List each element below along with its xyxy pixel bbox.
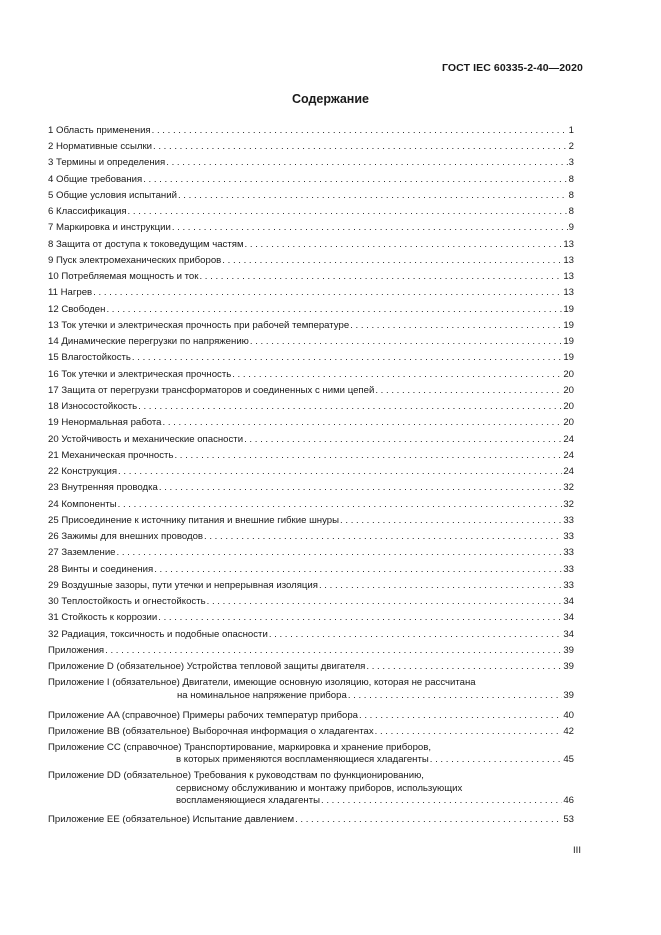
toc-leader-dots xyxy=(295,814,562,825)
toc-entry-page: 8 xyxy=(568,173,574,185)
toc-entry[interactable] xyxy=(48,543,574,559)
toc-leader-dots xyxy=(204,531,562,542)
toc-leader-dots xyxy=(222,255,562,266)
toc-entry[interactable] xyxy=(48,413,574,429)
toc-entry-label-line1: Приложение I (обязательное) Двигатели, имеющие основную изоляцию, которая не рассчитана xyxy=(48,677,476,689)
toc-leader-dots xyxy=(172,222,568,233)
toc-leader-dots xyxy=(245,239,563,250)
toc-entry-page: 33 xyxy=(563,563,574,575)
toc-entry-page: 13 xyxy=(563,254,574,266)
toc-entry-label: Приложение EE (обязательное) Испытание давлением xyxy=(48,814,295,826)
toc-entry[interactable] xyxy=(48,250,574,266)
toc-entry-label: 15 Влагостойкость xyxy=(48,352,131,364)
table-of-contents xyxy=(48,120,574,826)
toc-entry-page: 2 xyxy=(568,141,574,153)
toc-entry-page: 32 xyxy=(563,498,574,510)
toc-entry-appendix-i[interactable] xyxy=(48,676,574,701)
toc-leader-dots xyxy=(93,287,562,298)
toc-leader-dots xyxy=(244,434,562,445)
toc-entry-page: 45 xyxy=(563,753,574,765)
toc-entry[interactable] xyxy=(48,656,574,672)
toc-second-list xyxy=(48,705,574,738)
toc-entry-page: 34 xyxy=(563,596,574,608)
toc-entry[interactable] xyxy=(48,721,574,737)
toc-entry[interactable] xyxy=(48,266,574,282)
toc-entry[interactable] xyxy=(48,461,574,477)
toc-leader-dots xyxy=(375,385,562,396)
toc-entry-page: 42 xyxy=(563,726,574,738)
toc-entry-page: 53 xyxy=(563,814,574,826)
toc-entry[interactable] xyxy=(48,640,574,656)
toc-entry-label: 8 Защита от доступа к токоведущим частям xyxy=(48,238,244,250)
toc-entry-label: 17 Защита от перегрузки трансформаторов и соединенных с ними цепей xyxy=(48,384,375,396)
toc-entry[interactable] xyxy=(48,478,574,494)
toc-entry-label: 23 Внутренняя проводка xyxy=(48,482,158,494)
toc-entry-page: 20 xyxy=(563,417,574,429)
toc-entry[interactable] xyxy=(48,445,574,461)
toc-entry-label: 31 Стойкость к коррозии xyxy=(48,612,158,624)
toc-entry-page: 19 xyxy=(563,319,574,331)
toc-entry-label: 5 Общие условия испытаний xyxy=(48,189,177,201)
toc-entry-label-line1: Приложение DD (обязательное) Требования к руководствам по функционированию, xyxy=(48,770,424,782)
toc-leader-dots xyxy=(118,466,562,477)
toc-entry-label-line1: Приложение CC (справочное) Транспортирование, маркировка и хранение приборов, xyxy=(48,741,432,753)
toc-entry-appendix-dd[interactable] xyxy=(48,769,574,806)
toc-entry[interactable] xyxy=(48,169,574,185)
toc-entry-page: 9 xyxy=(568,222,574,234)
toc-entry[interactable] xyxy=(48,575,574,591)
toc-leader-dots xyxy=(319,580,562,591)
toc-leader-dots xyxy=(128,206,568,217)
toc-entry[interactable] xyxy=(48,705,574,721)
toc-entry-page: 39 xyxy=(563,644,574,656)
toc-entry-page: 40 xyxy=(563,709,574,721)
toc-entry-label: Приложение D (обязательное) Устройства тепловой защиты двигателя xyxy=(48,661,366,673)
toc-entry-label-line3: воспламеняющиеся хладагенты xyxy=(176,795,320,807)
toc-entry-page: 13 xyxy=(563,287,574,299)
toc-leader-dots xyxy=(174,450,562,461)
toc-entry-page: 24 xyxy=(563,466,574,478)
toc-entry-page: 8 xyxy=(568,189,574,201)
toc-entry-label: 3 Термины и определения xyxy=(48,157,166,169)
toc-entry-page: 33 xyxy=(563,547,574,559)
toc-leader-dots xyxy=(350,320,562,331)
document-id: ГОСТ IEC 60335-2-40—2020 xyxy=(441,62,583,74)
toc-leader-dots xyxy=(153,141,568,152)
toc-entry-page: 39 xyxy=(563,689,574,701)
toc-entry-label: 32 Радиация, токсичность и подобные опасности xyxy=(48,628,268,640)
page-title: Содержание xyxy=(291,92,369,106)
toc-leader-dots xyxy=(143,174,567,185)
toc-entry-label: 14 Динамические перегрузки по напряжению xyxy=(48,336,249,348)
toc-entry-label: 22 Конструкция xyxy=(48,466,118,478)
toc-leader-dots xyxy=(348,690,563,701)
toc-entry-page: 20 xyxy=(563,401,574,413)
toc-leader-dots xyxy=(250,336,562,347)
toc-entry-label: 6 Классификация xyxy=(48,206,127,218)
toc-leader-dots xyxy=(321,795,562,806)
toc-entry-label: 21 Механическая прочность xyxy=(48,449,174,461)
toc-entry[interactable] xyxy=(48,624,574,640)
toc-leader-dots xyxy=(199,271,562,282)
toc-leader-dots xyxy=(138,401,562,412)
toc-entry-label: 28 Винты и соединения xyxy=(48,563,154,575)
toc-entry[interactable] xyxy=(48,153,574,169)
toc-entry-label: 25 Присоединение к источнику питания и внешние гибкие шнуры xyxy=(48,514,340,526)
toc-entry-appendix-cc[interactable] xyxy=(48,741,574,766)
toc-entry-page: 33 xyxy=(563,531,574,543)
toc-entry-label-line2: в которых применяются воспламеняющиеся хладагенты xyxy=(176,753,429,765)
toc-leader-dots xyxy=(375,726,563,737)
toc-leader-dots xyxy=(159,482,562,493)
toc-entry-page: 20 xyxy=(563,384,574,396)
toc-entry-page: 20 xyxy=(563,368,574,380)
toc-entry-page: 33 xyxy=(563,514,574,526)
toc-entry-label: 20 Устойчивость и механические опасности xyxy=(48,433,244,445)
toc-leader-dots xyxy=(166,157,567,168)
toc-entry-label: 24 Компоненты xyxy=(48,498,117,510)
toc-entry-label: 13 Ток утечки и электрическая прочность при рабочей температуре xyxy=(48,319,350,331)
toc-entry[interactable] xyxy=(48,185,574,201)
toc-entry-page: 34 xyxy=(563,612,574,624)
toc-entry-page: 24 xyxy=(563,449,574,461)
page-number: III xyxy=(573,845,581,856)
toc-leader-dots xyxy=(106,304,562,315)
toc-entry-label: 26 Зажимы для внешних проводов xyxy=(48,531,204,543)
toc-entry[interactable] xyxy=(48,608,574,624)
toc-entry[interactable] xyxy=(48,348,574,364)
toc-leader-dots xyxy=(152,125,568,136)
toc-entry[interactable] xyxy=(48,218,574,234)
toc-entry[interactable] xyxy=(48,364,574,380)
toc-entry[interactable] xyxy=(48,526,574,542)
toc-entry-label: 18 Износостойкость xyxy=(48,401,138,413)
toc-entry-label: Приложение BB (обязательное) Выборочная информация о хладагентах xyxy=(48,726,374,738)
toc-entry[interactable] xyxy=(48,429,574,445)
toc-entry[interactable] xyxy=(48,510,574,526)
toc-entry-label: 16 Ток утечки и электрическая прочность xyxy=(48,368,232,380)
toc-entry-page: 32 xyxy=(563,482,574,494)
toc-entry-label: 11 Нагрев xyxy=(48,287,93,299)
toc-entry-page: 33 xyxy=(563,579,574,591)
toc-leader-dots xyxy=(105,645,562,656)
toc-entry[interactable] xyxy=(48,120,574,136)
toc-entry-page: 8 xyxy=(568,206,574,218)
toc-entry-page: 13 xyxy=(563,271,574,283)
toc-entry-label-line2: на номинальное напряжение прибора xyxy=(177,689,347,701)
toc-leader-dots xyxy=(232,369,562,380)
toc-entry[interactable] xyxy=(48,331,574,347)
toc-entry-page: 24 xyxy=(563,433,574,445)
toc-entry-page: 1 xyxy=(568,124,574,136)
toc-entry-label: 10 Потребляемая мощность и ток xyxy=(48,271,199,283)
toc-entry[interactable] xyxy=(48,234,574,250)
toc-entry-label: 19 Ненормальная работа xyxy=(48,417,162,429)
toc-entry-label: 12 Свободен xyxy=(48,303,106,315)
toc-leader-dots xyxy=(154,564,562,575)
toc-entry-label-line2: сервисному обслуживанию и монтажу приборов, использующих xyxy=(176,782,463,794)
toc-leader-dots xyxy=(178,190,568,201)
toc-entry-label: 9 Пуск электромеханических приборов xyxy=(48,254,222,266)
toc-third-list xyxy=(48,810,574,826)
toc-leader-dots xyxy=(207,596,563,607)
toc-entry[interactable] xyxy=(48,136,574,152)
toc-entry-page: 13 xyxy=(563,238,574,250)
toc-entry-label: Приложения xyxy=(48,644,105,656)
toc-entry-page: 19 xyxy=(563,336,574,348)
toc-leader-dots xyxy=(340,515,562,526)
toc-leader-dots xyxy=(158,612,562,623)
toc-main-list xyxy=(48,120,574,673)
toc-leader-dots xyxy=(118,499,563,510)
toc-leader-dots xyxy=(366,661,562,672)
toc-entry-page: 3 xyxy=(568,157,574,169)
toc-entry-page: 39 xyxy=(563,661,574,673)
toc-entry-label: 29 Воздушные зазоры, пути утечки и непрерывная изоляция xyxy=(48,579,318,591)
toc-entry-page: 19 xyxy=(563,303,574,315)
toc-leader-dots xyxy=(117,547,563,558)
toc-entry-label: 27 Заземление xyxy=(48,547,116,559)
toc-entry-page: 34 xyxy=(563,628,574,640)
toc-entry[interactable] xyxy=(48,283,574,299)
toc-entry-page: 46 xyxy=(563,795,574,807)
toc-entry[interactable] xyxy=(48,810,574,826)
toc-entry[interactable] xyxy=(48,201,574,217)
toc-entry[interactable] xyxy=(48,591,574,607)
toc-entry[interactable] xyxy=(48,559,574,575)
toc-entry[interactable] xyxy=(48,299,574,315)
toc-leader-dots xyxy=(132,352,562,363)
toc-entry-label: 1 Область применения xyxy=(48,124,151,136)
toc-entry-label: 4 Общие требования xyxy=(48,173,143,185)
toc-entry-label: 7 Маркировка и инструкции xyxy=(48,222,171,234)
toc-entry-label: 30 Теплостойкость и огнестойкость xyxy=(48,596,206,608)
toc-entry[interactable] xyxy=(48,315,574,331)
toc-entry-label: Приложение AA (справочное) Примеры рабочих температур прибора xyxy=(48,709,358,721)
toc-entry[interactable] xyxy=(48,396,574,412)
toc-entry[interactable] xyxy=(48,380,574,396)
toc-entry[interactable] xyxy=(48,494,574,510)
toc-entry-page: 19 xyxy=(563,352,574,364)
toc-leader-dots xyxy=(359,710,562,721)
toc-entry-label: 2 Нормативные ссылки xyxy=(48,141,153,153)
toc-leader-dots xyxy=(269,629,563,640)
toc-leader-dots xyxy=(430,754,563,765)
toc-leader-dots xyxy=(163,417,563,428)
